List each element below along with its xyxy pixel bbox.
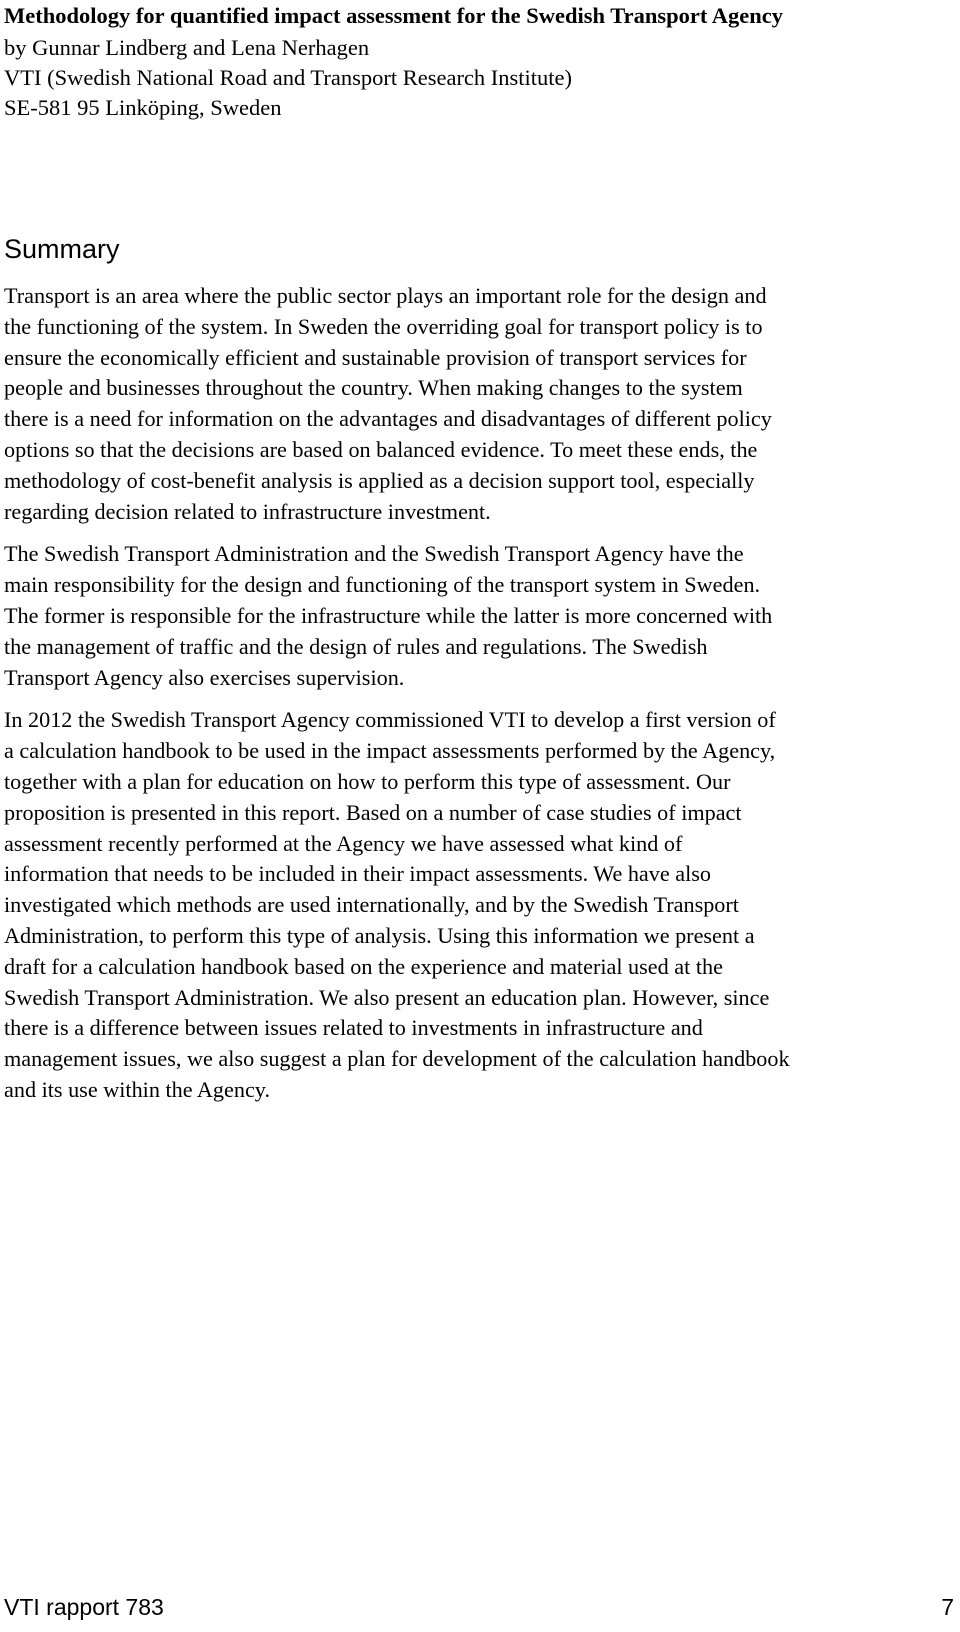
text-line: draft for a calculation handbook based on the experience and material used at the (4, 953, 723, 979)
author-line: by Gunnar Lindberg and Lena Nerhagen (4, 35, 370, 60)
text-line: information that needs to be included in their impact assessments. We have also (4, 861, 712, 887)
document-title: Methodology for quantified impact assessment for the Swedish Transport Agency (4, 3, 783, 28)
text-line: In 2012 the Swedish Transport Agency commissioned VTI to develop a first version of (4, 707, 776, 733)
text-line: Administration, to perform this type of analysis. Using this information we present a (4, 922, 755, 948)
text-line: and its use within the Agency. (4, 1076, 270, 1102)
text-line: proposition is presented in this report. Based on a number of case studies of impact (4, 799, 742, 825)
text-line: The Swedish Transport Administration and the Swedish Transport Agency have the (4, 541, 744, 567)
footer-page-number: 7 (941, 1594, 954, 1620)
text-line: management issues, we also suggest a plan for development of the calculation handbook (4, 1046, 790, 1072)
text-line: The former is responsible for the infrastructure while the latter is more concerned with (4, 602, 773, 628)
text-line: main responsibility for the design and functioning of the transport system in Sweden. (4, 572, 761, 598)
summary-paragraph (4, 281, 956, 527)
text-line: together with a plan for education on how to perform this type of assessment. Our (4, 768, 731, 794)
summary-paragraph (4, 539, 956, 693)
text-line: Transport Agency also exercises supervision. (4, 664, 405, 690)
text-line: there is a difference between issues related to investments in infrastructure and (4, 1015, 703, 1041)
footer-report-label: VTI rapport 783 (4, 1594, 164, 1620)
text-line: ensure the economically efficient and sustainable provision of transport services for (4, 344, 747, 370)
author-block (4, 33, 954, 123)
text-line: there is a need for information on the advantages and disadvantages of different policy (4, 406, 772, 432)
text-line: options so that the decisions are based on balanced evidence. To meet these ends, the (4, 436, 758, 462)
text-line: the functioning of the system. In Sweden the overriding goal for transport policy is to (4, 313, 763, 339)
text-line: assessment recently performed at the Agency we have assessed what kind of (4, 830, 683, 856)
summary-heading: Summary (4, 234, 120, 264)
text-line: a calculation handbook to be used in the impact assessments performed by the Agency, (4, 738, 776, 764)
text-line: the management of traffic and the design of rules and regulations. The Swedish (4, 633, 708, 659)
address-line: SE-581 95 Linköping, Sweden (4, 95, 282, 120)
text-line: methodology of cost-benefit analysis is applied as a decision support tool, especially (4, 467, 755, 493)
text-line: Swedish Transport Administration. We also present an education plan. However, since (4, 984, 770, 1010)
institute-line: VTI (Swedish National Road and Transport Research Institute) (4, 65, 573, 90)
text-line: investigated which methods are used internationally, and by the Swedish Transport (4, 892, 739, 918)
text-line: people and businesses throughout the country. When making changes to the system (4, 375, 743, 401)
text-line: regarding decision related to infrastructure investment. (4, 498, 491, 524)
text-line: Transport is an area where the public sector plays an important role for the design and (4, 283, 767, 308)
summary-paragraph (4, 705, 956, 1105)
summary-body (4, 281, 956, 1118)
